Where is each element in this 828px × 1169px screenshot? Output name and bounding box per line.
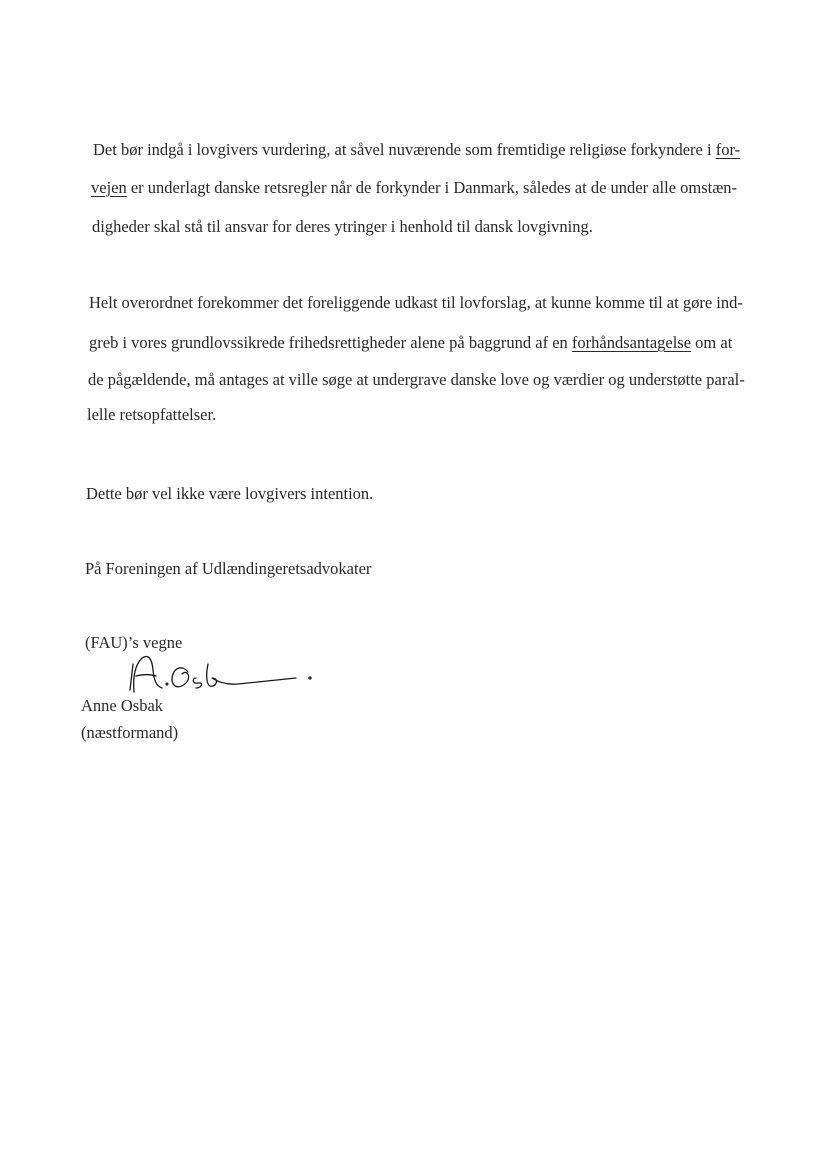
paragraph-1-line-1: Det bør indgå i lovgivers vurdering, at såvel nuværende som fremtidige religiøse forkyndere i for- xyxy=(93,140,741,159)
handwritten-signature xyxy=(118,652,318,697)
signatory-name: Anne Osbak xyxy=(81,696,164,715)
closing-line-2: (FAU)’s vegne xyxy=(85,633,183,652)
signatory-title: (næstformand) xyxy=(81,723,179,742)
paragraph-2-line-4: lelle retsopfattelser. xyxy=(87,405,217,424)
underlined-word: vejen xyxy=(91,178,127,197)
underlined-word: forhåndsantagelse xyxy=(571,333,692,352)
paragraph-3: Dette bør vel ikke være lovgivers intention. xyxy=(86,484,374,503)
paragraph-2-line-3: de pågældende, må antages at ville søge at undergrave danske love og værdier og understøtte paral- xyxy=(88,370,745,389)
closing-line-1: På Foreningen af Udlændingeretsadvokater xyxy=(85,559,372,578)
paragraph-2-line-1: Helt overordnet forekommer det foreliggende udkast til lovforslag, at kunne komme til at gøre ind- xyxy=(89,293,743,312)
underlined-word: for- xyxy=(715,140,741,159)
paragraph-1-line-2: vejen er underlagt danske retsregler når de forkynder i Danmark, således at de under alle omstæn- xyxy=(91,178,738,197)
paragraph-1-line-3: digheder skal stå til ansvar for deres ytringer i henhold til dansk lovgivning. xyxy=(92,217,593,236)
paragraph-2-line-2: greb i vores grundlovssikrede frihedsrettigheder alene på baggrund af en forhåndsantagelse om at xyxy=(89,333,733,352)
